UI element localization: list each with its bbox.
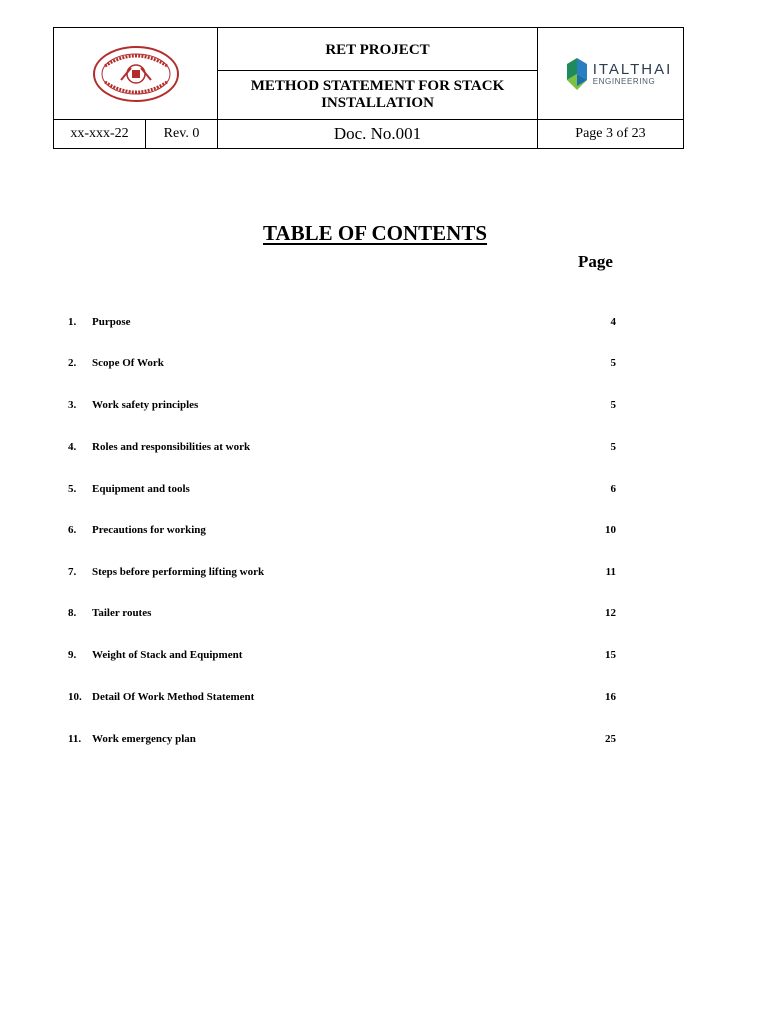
toc-item-number: 8.	[68, 607, 77, 619]
toc-item-label: Weight of Stack and Equipment	[92, 649, 243, 661]
revision: Rev. 0	[146, 120, 218, 148]
method-statement-title: METHOD STATEMENT FOR STACK INSTALLATION	[218, 71, 538, 120]
toc-item-page: 4	[610, 316, 616, 328]
page-of: Page 3 of 23	[575, 126, 646, 141]
toc-item-number: 7.	[68, 566, 77, 578]
toc-item-number: 6.	[68, 524, 77, 536]
toc-item[interactable]	[0, 689, 768, 705]
toc-item[interactable]	[0, 355, 768, 371]
toc-item[interactable]	[0, 647, 768, 663]
toc-item-label: Tailer routes	[92, 607, 152, 619]
toc-item-number: 11.	[68, 733, 82, 745]
toc-item-page: 6	[610, 483, 616, 495]
toc-item-label: Equipment and tools	[92, 483, 190, 495]
toc-item-label: Precautions for working	[92, 524, 206, 536]
document-code: xx-xxx-22	[54, 120, 146, 148]
toc-item-number: 1.	[68, 316, 77, 328]
toc-item[interactable]	[0, 397, 768, 413]
toc-item-label: Purpose	[92, 316, 131, 328]
toc-item-page: 10	[605, 524, 616, 536]
italthai-name: ITALTHAI	[592, 60, 673, 78]
toc-item-number: 5.	[68, 483, 77, 495]
toc-page-column-label: Page	[578, 252, 613, 271]
toc-item-page: 11	[605, 566, 616, 578]
toc-item-number: 2.	[68, 357, 77, 369]
toc-item-number: 10.	[68, 691, 82, 703]
toc-item[interactable]	[0, 605, 768, 621]
toc-item-page: 25	[605, 733, 616, 745]
toc-item[interactable]	[0, 564, 768, 580]
toc-item-label: Roles and responsibilities at work	[92, 441, 251, 453]
toc-item[interactable]	[0, 314, 768, 330]
toc-item-page: 5	[610, 399, 616, 411]
toc-item-page: 5	[610, 441, 616, 453]
toc-item[interactable]	[0, 522, 768, 538]
toc-item[interactable]	[0, 731, 768, 747]
toc-item-number: 9.	[68, 649, 77, 661]
toc-item-page: 16	[605, 691, 616, 703]
toc-item-page: 12	[605, 607, 616, 619]
toc-item-page: 15	[605, 649, 616, 661]
toc-item-label: Work safety principles	[92, 399, 199, 411]
project-name: RET PROJECT	[218, 28, 538, 71]
document-number: Doc. No.001	[218, 120, 538, 148]
italthai-sub: ENGINEERING	[592, 76, 656, 86]
toc-item[interactable]	[0, 481, 768, 497]
toc-item-label: Scope Of Work	[92, 357, 164, 369]
toc-item-label: Detail Of Work Method Statement	[92, 691, 255, 703]
toc-item-label: Work emergency plan	[92, 733, 196, 745]
toc-item-number: 3.	[68, 399, 77, 411]
toc-title: TABLE OF CONTENTS	[262, 221, 488, 245]
toc-item-label: Steps before performing lifting work	[92, 566, 265, 578]
toc-item-number: 4.	[68, 441, 77, 453]
toc-item-page: 5	[610, 357, 616, 369]
toc-item[interactable]	[0, 439, 768, 455]
